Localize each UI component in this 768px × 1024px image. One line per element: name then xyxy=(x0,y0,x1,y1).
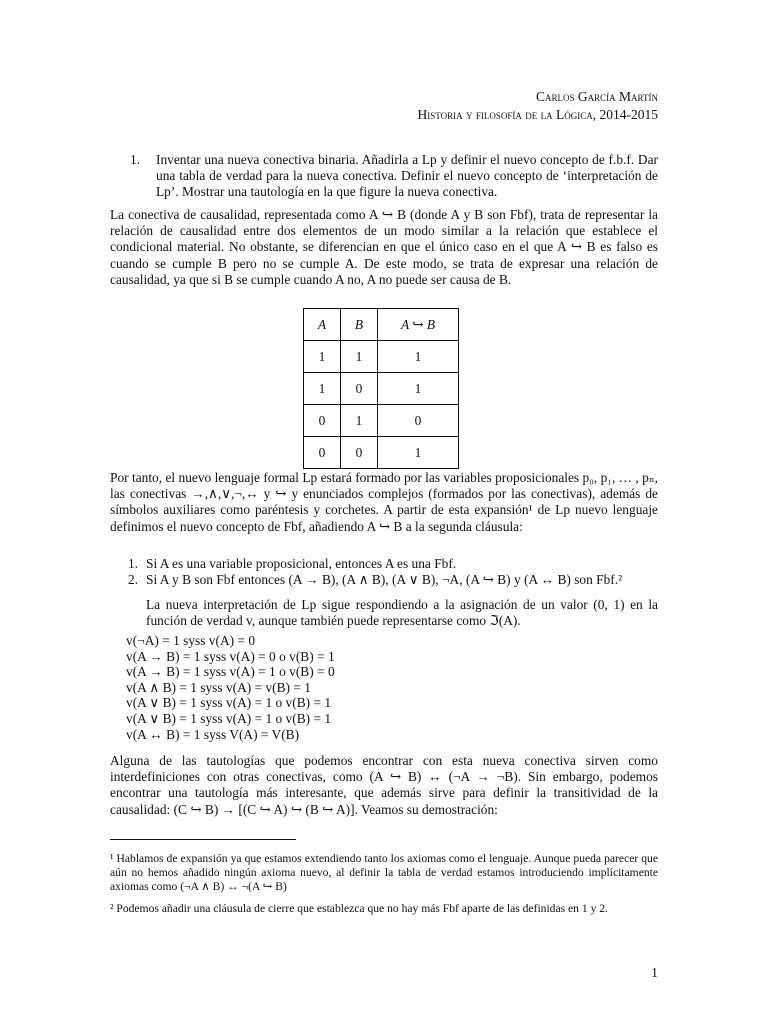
header-cell: B xyxy=(341,309,378,341)
table-cell: 0 xyxy=(304,437,341,469)
paragraph-tautologies: Alguna de las tautologías que podemos encontrar con esta nueva conectiva sirven como interdefiniciones con otras conectivas, como (A ↪ B) ↔ (¬A → ¬B). Sin embargo, podemos encontrar una tautología más interesante, que además sirve para definir la transitividad de la causalidad: (C ↪ B) → [(C ↪ A) ↪ (B ↪ A)]. Veamos su demostración: xyxy=(110,753,658,817)
table-cell: 0 xyxy=(341,437,378,469)
paragraph-new-language: Por tanto, el nuevo lenguaje formal Lp estará formado por las variables proposicionales p₀, p₁, … , pₙ, las conectivas →,∧,∨,¬,↔ y ↪ y enunciados complejos (formados por las conectivas), además de símbolos auxiliares como paréntesis y corchetes. A partir de esta expansión¹ de Lp nuevo lenguaje definimos el nuevo concepto de Fbf, añadiendo A ↪ B a la segunda cláusula: xyxy=(110,470,658,534)
paragraph-causality: La conectiva de causalidad, representada como A ↪ B (donde A y B son Fbf), trata de representar la relación de causalidad entre dos elementos de un modo similar a la relación que establece el condicional material. No obstante, se diferencian en que el único caso en el que A ↪ B es falso es cuando se cumple B pero no se cumple A. De este modo, se trata de expresar una relación de causalidad, ya que si B se cumple cuando A no, A no puede ser causa de B. xyxy=(110,207,658,287)
table-cell: 1 xyxy=(378,341,459,373)
formula-line: v(A ↔ B) = 1 syss V(A) = V(B) xyxy=(126,726,300,742)
exercise-number: 1. xyxy=(130,152,141,167)
table-row xyxy=(304,341,459,373)
table-cell: 1 xyxy=(378,437,459,469)
list-item xyxy=(110,556,658,572)
header-cell: A ↪ B xyxy=(378,309,459,341)
interpretation-paragraph: La nueva interpretación de Lp sigue respondiendo a la asignación de un valor (0, 1) en la función de verdad v, aunque también puede representarse como ℑ(A). xyxy=(146,597,658,629)
exercise-text: Inventar una nueva conectiva binaria. Añadirla a Lp y definir el nuevo concepto de f.b.f. Dar una tabla de verdad para la nueva conectiva. Definir el nuevo concepto de ‘interpretación de Lp’. Mostrar una tautología en la que figure la nueva conectiva. xyxy=(156,152,658,200)
list-item xyxy=(110,572,658,588)
exercise-statement xyxy=(130,152,658,201)
table-cell: 1 xyxy=(304,373,341,405)
author-name: Carlos García Martín xyxy=(536,89,658,104)
footnote-2: ² Podemos añadir una cláusula de cierre que establezca que no hay más Fbf aparte de las definidas en 1 y 2. xyxy=(110,902,608,915)
footnote-1: ¹ Hablamos de expansión ya que estamos extendiendo tanto los axiomas como el lenguaje. Aunque pueda parecer que aún no hemos añadido ningún axioma nuevo, al definir la tabla de verdad estamos introduciendo implícitamente axiomas como (¬A ∧ B) ↔ ¬(A ↪ B) xyxy=(110,852,658,893)
formula-line: v(¬A) = 1 syss v(A) = 0 xyxy=(126,633,256,648)
page-number: 1 xyxy=(651,966,658,981)
clause-number: 2. xyxy=(128,572,139,587)
table-cell: 0 xyxy=(341,373,378,405)
table-cell: 1 xyxy=(341,405,378,437)
formula-line: v(A ∨ B) = 1 syss v(A) = 1 o v(B) = 1 xyxy=(126,710,332,726)
formula-line: v(A ∨ B) = 1 syss v(A) = 1 o v(B) = 1 xyxy=(126,695,332,711)
page-header xyxy=(418,88,658,124)
table-cell: 0 xyxy=(378,405,459,437)
table-cell: 1 xyxy=(304,341,341,373)
formula-line: v(A → B) = 1 syss v(A) = 0 o v(B) = 1 xyxy=(126,648,335,664)
table-row xyxy=(304,405,459,437)
truth-table-header xyxy=(304,309,459,341)
table-cell: 1 xyxy=(341,341,378,373)
table-cell: 1 xyxy=(378,373,459,405)
table-row xyxy=(304,373,459,405)
clause-text: Si A es una variable proposicional, entonces A es una Fbf. xyxy=(146,556,457,571)
formula-line: v(A ∧ B) = 1 syss v(A) = v(B) = 1 xyxy=(126,679,311,695)
interpretation-formulas xyxy=(126,633,335,742)
course-title: Historia y filosofía de la Lógica, 2014-2015 xyxy=(417,107,658,122)
header-cell: A xyxy=(304,309,341,341)
table-row xyxy=(304,437,459,469)
fbf-clauses xyxy=(110,556,658,588)
table-cell: 0 xyxy=(304,405,341,437)
footnote-separator xyxy=(110,839,296,840)
formula-line: v(A → B) = 1 syss v(A) = 1 o v(B) = 0 xyxy=(126,664,335,680)
truth-table xyxy=(303,308,459,469)
clause-number: 1. xyxy=(128,556,139,571)
clause-text: Si A y B son Fbf entonces (A → B), (A ∧ B), (A ∨ B), ¬A, (A ↪ B) y (A ↔ B) son Fbf.² xyxy=(146,572,623,587)
